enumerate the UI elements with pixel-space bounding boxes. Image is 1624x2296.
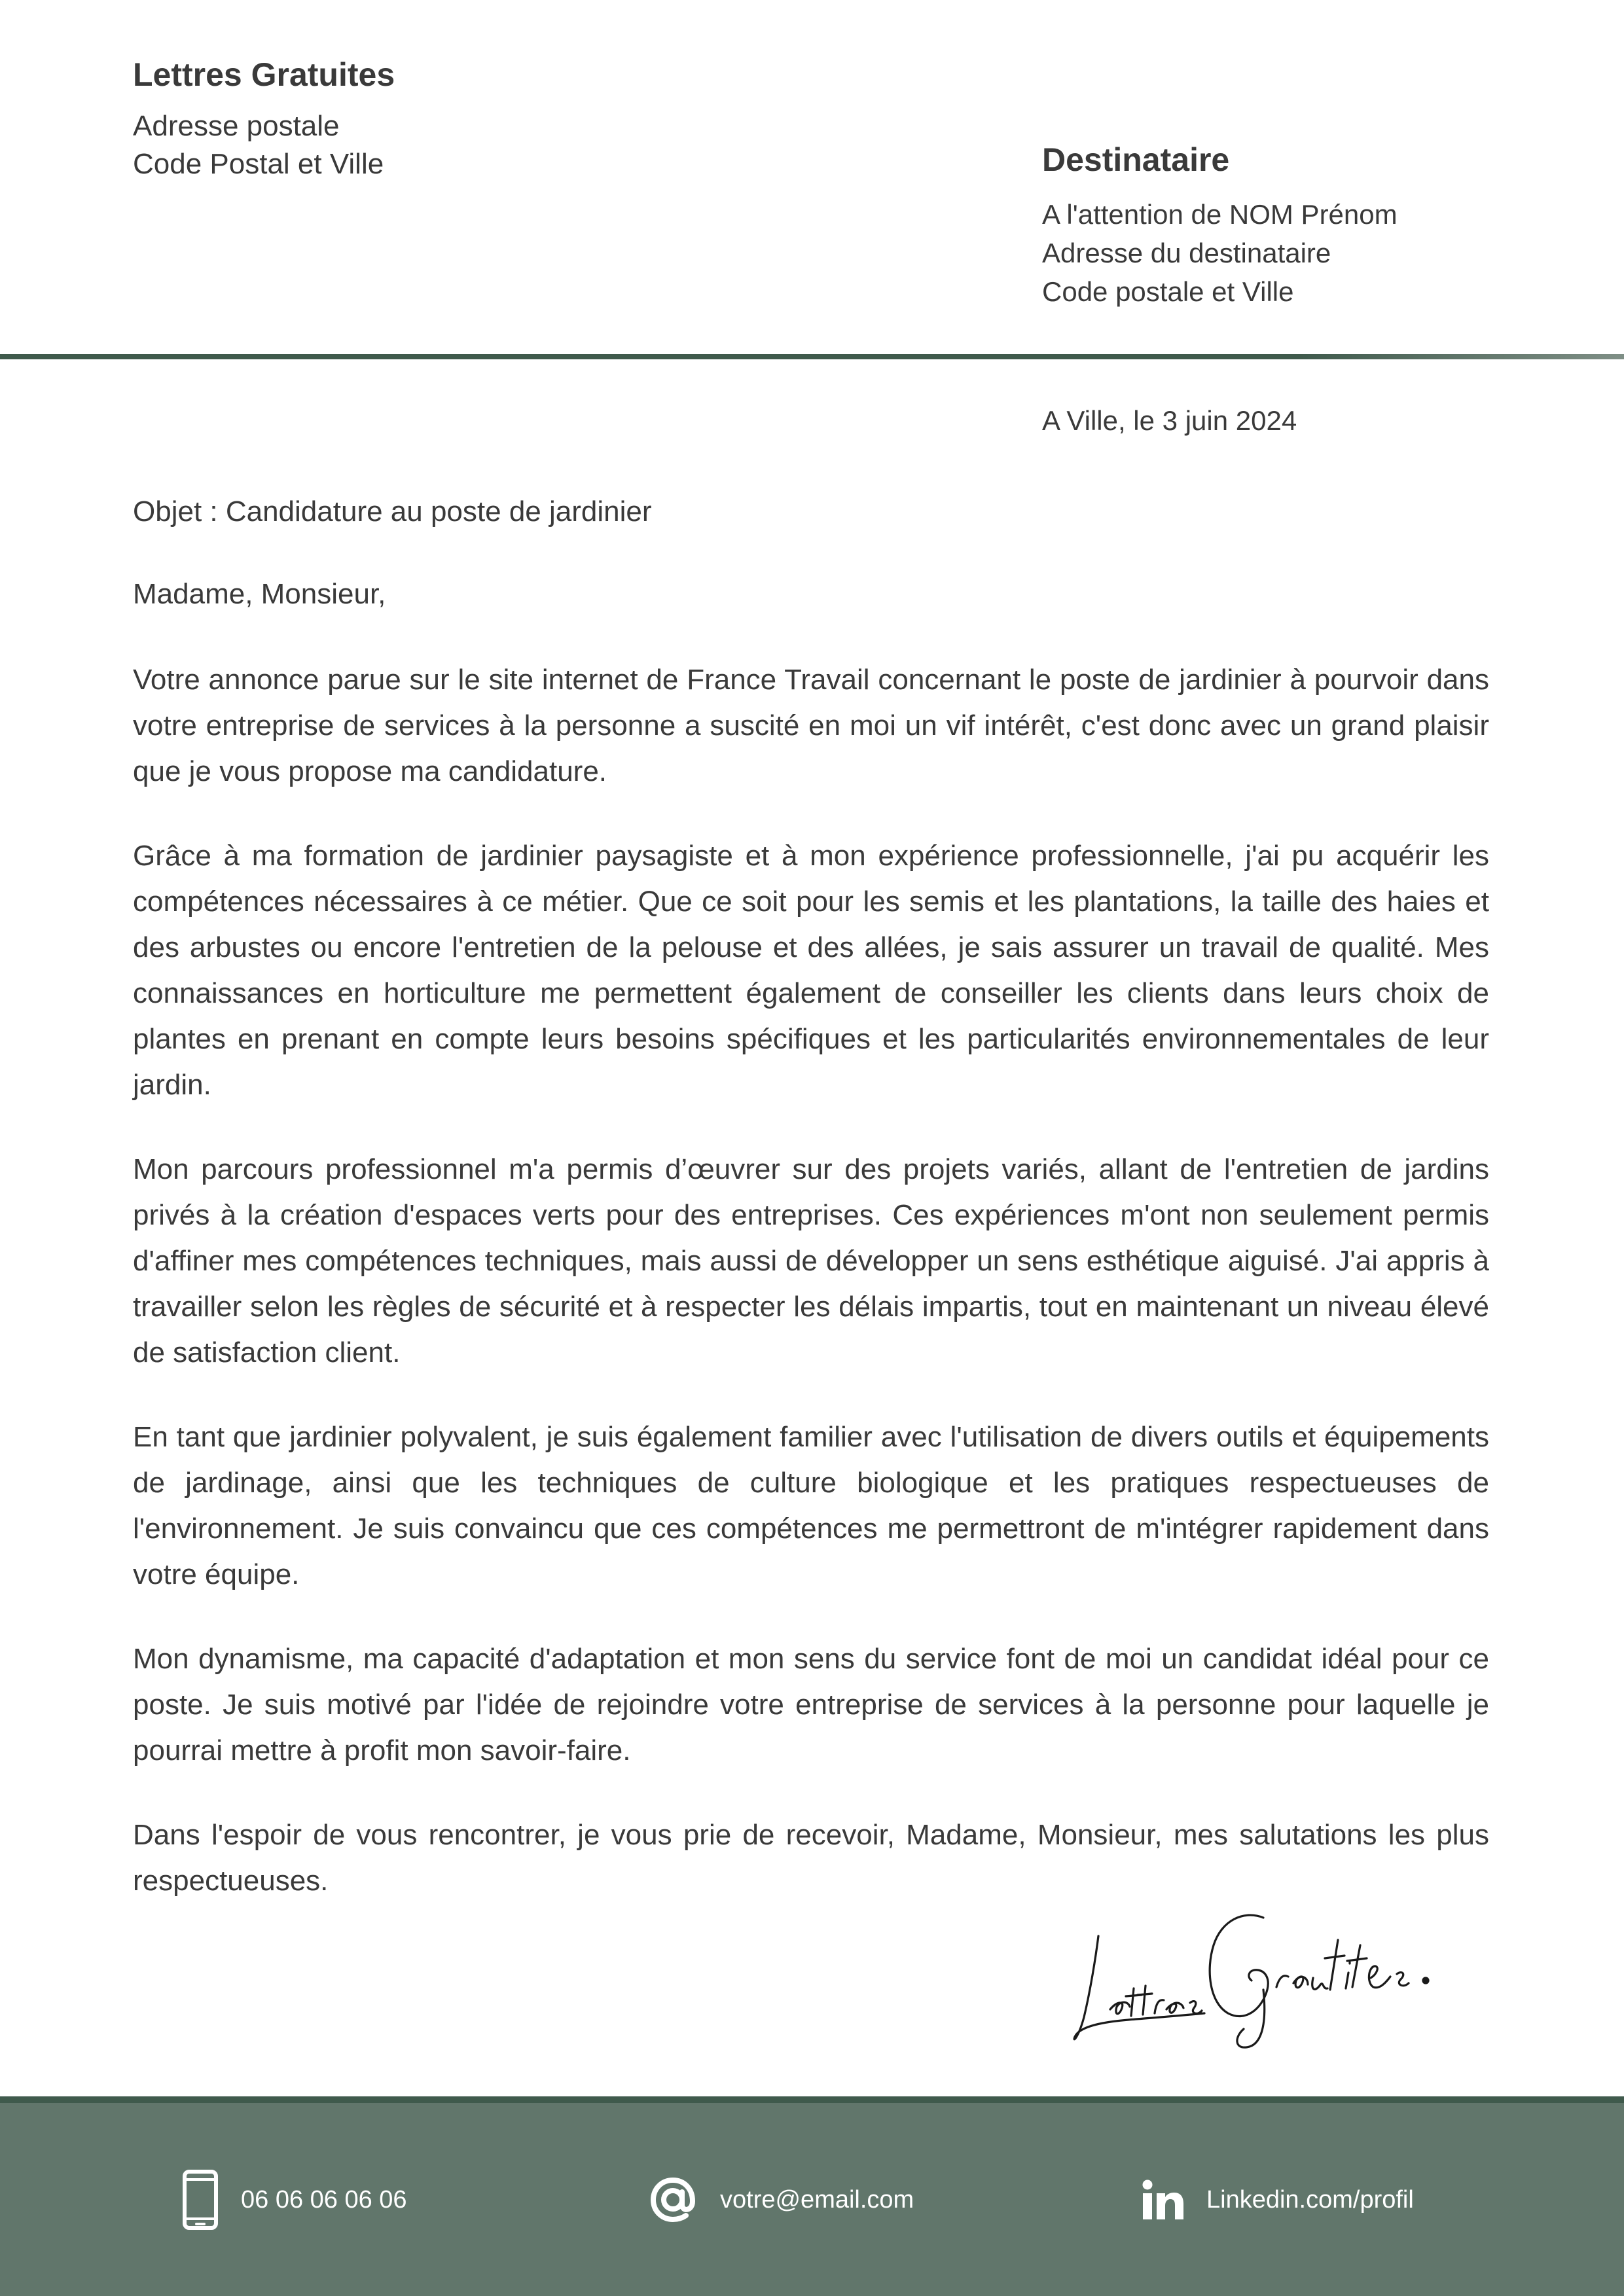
sender-address: Adresse postale <box>133 110 340 142</box>
paragraph-intro: Votre annonce parue sur le site internet de France Travail concernant le poste de jardinier à pourvoir dans votre entreprise de services à la personne a suscité en moi un vif intérêt, c'est donc avec un grand plaisir que je vous propose ma candidature. <box>133 664 1489 787</box>
footer-divider <box>0 2096 1624 2103</box>
letter-greeting: Madame, Monsieur, <box>133 578 386 610</box>
sender-city: Code Postal et Ville <box>133 148 384 180</box>
contact-linkedin[interactable] <box>1142 2167 1414 2233</box>
header-divider <box>0 354 1624 359</box>
paragraph-skills: Grâce à ma formation de jardinier paysagiste et à mon expérience professionnelle, j'ai pu acquérir les compétences nécessaires à ce métier. Que ce soit pour les semis et les plantations, la taille des haies et des arbustes ou encore l'entretien de la pelouse et des allées, je sais assurer un travail de qualité. Mes connaissances en horticulture me permettent également de conseiller les clients dans leurs choix de plantes en prenant en compte leurs besoins spécifiques et les particularités environnementales de leur jardin. <box>133 840 1489 1101</box>
linkedin-icon <box>1142 2179 1184 2220</box>
recipient-city: Code postale et Ville <box>1042 276 1294 307</box>
letter-body <box>133 492 1489 1943</box>
paragraph-motivation: Mon dynamisme, ma capacité d'adaptation et mon sens du service font de moi un candidat idéal pour ce poste. Je suis motivé par l'idée de rejoindre votre entreprise de services à la personne pour laquelle je pourrai mettre à profit mon savoir-faire. <box>133 1643 1489 1767</box>
contact-footer <box>0 2103 1624 2296</box>
email-text: votre@email.com <box>720 2185 914 2214</box>
paragraph-tools: En tant que jardinier polyvalent, je suis également familier avec l'utilisation de divers outils et équipements de jardinage, ainsi que les techniques de culture biologique et les pratiques respectueuses de l'environnement. Je suis convaincu que ces compétences me permettront de m'intégrer rapidement dans votre équipe. <box>133 1421 1489 1590</box>
contact-phone[interactable] <box>182 2167 407 2233</box>
paragraph-closing: Dans l'espoir de vous rencontrer, je vous prie de recevoir, Madame, Monsieur, mes salutations les plus respectueuses. <box>133 1819 1489 1897</box>
contact-email[interactable] <box>648 2167 914 2233</box>
linkedin-text: Linkedin.com/profil <box>1206 2185 1414 2214</box>
recipient-title: Destinataire <box>1042 141 1230 178</box>
phone-text: 06 06 06 06 06 <box>241 2185 407 2214</box>
sender-name: Lettres Gratuites <box>133 56 395 93</box>
phone-icon <box>182 2169 219 2231</box>
at-sign-icon <box>648 2175 698 2225</box>
recipient-address: Adresse du destinataire <box>1042 238 1331 268</box>
sender-block <box>133 51 787 183</box>
letter-subject: Objet : Candidature au poste de jardinier <box>133 495 652 528</box>
recipient-attention: A l'attention de NOM Prénom <box>1042 199 1398 230</box>
letter-date: A Ville, le 3 juin 2024 <box>1042 405 1297 436</box>
handwritten-signature <box>1067 1892 1453 2055</box>
paragraph-experience: Mon parcours professionnel m'a permis d’œuvrer sur des projets variés, allant de l'entretien de jardins privés à la création d'espaces verts pour des entreprises. Ces expériences m'ont non seulement permis d'affiner mes compétences techniques, mais aussi de développer un sens esthétique aiguisé. J'ai appris à travailler selon les règles de sécurité et à respecter les délais impartis, tout en maintenant un niveau élevé de satisfaction client. <box>133 1153 1489 1369</box>
recipient-block <box>1042 136 1605 311</box>
